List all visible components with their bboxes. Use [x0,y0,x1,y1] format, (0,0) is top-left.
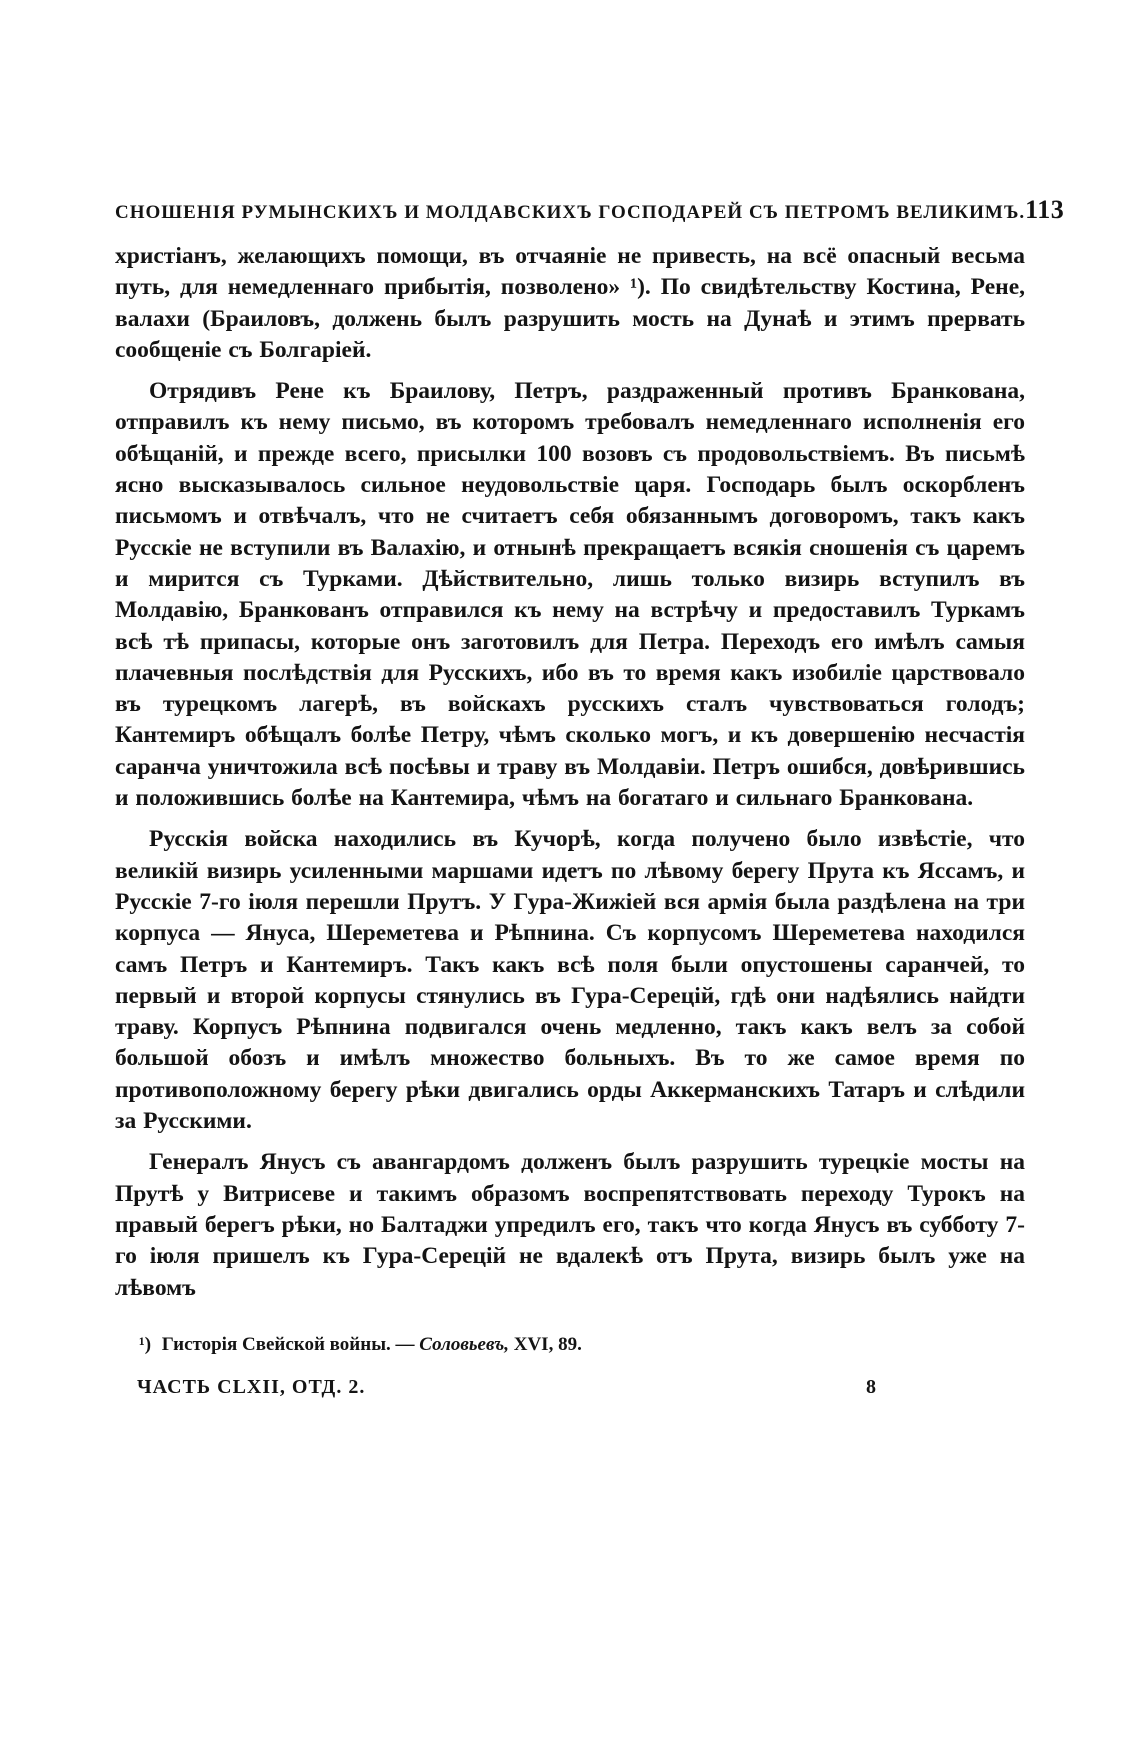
paragraph-russian-troops: Русскія войска находились въ Кучорѣ, когда получено было извѣстіе, что великій визирь усиленными маршами идетъ по лѣвому берегу Прута къ Яссамъ, и Русскіе 7-го іюля перешли Прутъ. У Гура-Жижіей вся армія была раздѣлена на три корпуса — Януса, Шереметева и Рѣпнина. Съ корпусомъ Шереметева находился самъ Петръ и Кантемиръ. Такъ какъ всѣ поля были опустошены саранчей, то первый и второй корпусы стянулись въ Гура-Серецій, гдѣ они надѣялись найдти траву. Корпусъ Рѣпнина подвигался очень медленно, такъ какъ велъ за собой большой обозъ и имѣлъ множество больныхъ. Въ то же самое время по противоположному берегу рѣки двигались орды Аккерманскихъ Татаръ и слѣдили за Русскими. [115,826,1025,1135]
text-block [115,195,1065,1399]
paragraph-continued: христіанъ, желающихъ помощи, въ отчаяніе не привесть, на всё опасный весьма путь, для немедленнаго прибытія, позволено» ¹). По свидѣтельству Костина, Рене, валахи (Браиловъ, должень былъ разрушить мость на Дунаѣ и этимъ прервать сообщеніе съ Болгаріей. [115,243,1025,363]
paragraph-general-janus: Генералъ Янусъ съ авангардомъ долженъ былъ разрушить турецкіе мосты на Прутѣ у Витрисеве и такимъ образомъ воспрепятствовать переходу Турокъ на правый берегъ рѣки, но Балтаджи упредилъ его, такъ что когда Янусъ въ субботу 7-го іюля пришелъ къ Гура-Серецій не вдалекѣ отъ Прута, визирь былъ уже на лѣвомъ [115,1149,1025,1301]
page-number: 113 [1025,195,1065,224]
footnote-marker: ¹) [139,1333,152,1355]
footnote [115,1334,1025,1356]
footnote-title: Гисторія Свейской войны. — [161,1333,415,1355]
signature-part: ЧАСТЬ CLXII, ОТД. 2. [137,1375,366,1398]
signature-sheet-number: 8 [866,1375,877,1398]
running-title: СНОШЕНІЯ РУМЫНСКИХЪ И МОЛДАВСКИХЪ ГОСПОДАРЕЙ СЪ ПЕТРОМЪ ВЕЛИКИМЪ. [115,202,1026,223]
running-head [115,195,1065,241]
paragraph-rene-brankovan: Отрядивъ Рене къ Браилову, Петръ, раздраженный противъ Бранкована, отправилъ къ нему письмо, въ которомъ требовалъ немедленнаго исполненія его обѣщаній, и прежде всего, присылки 100 возовъ съ продовольствіемъ. Въ письмѣ ясно высказывалось сильное неудовольствіе царя. Господарь былъ оскорбленъ письмомъ и отвѣчалъ, что не считаетъ себя обязаннымъ договоромъ, такъ какъ Русскіе не вступили въ Валахію, и отнынѣ прекращаетъ всякія сношенія съ царемъ и мирится съ Турками. Дѣйствительно, лишь только визирь вступилъ въ Молдавію, Бранкованъ отправился къ нему на встрѣчу и предоставилъ Туркамъ всѣ тѣ припасы, которые онъ заготовилъ для Петра. Переходъ его имѣлъ самыя плачевныя послѣдствія для Русскихъ, ибо въ то время какъ изобиліе царствовало въ турецкомъ лагерѣ, въ войскахъ русскихъ сталъ чувствоваться голодъ; Кантемиръ обѣщалъ болѣе Петру, чѣмъ сколько могъ, и къ довершенію несчастія саранча уничтожила всѣ посѣвы и траву въ Молдавіи. Петръ ошибся, довѣрившись и положившись болѣе на Кантемира, чѣмъ на богатаго и сильнаго Бранкована. [115,378,1025,812]
footnote-author: Соловьевъ, [419,1333,509,1355]
signature-line [115,1376,877,1399]
footnote-reference: XVI, 89. [513,1333,582,1355]
